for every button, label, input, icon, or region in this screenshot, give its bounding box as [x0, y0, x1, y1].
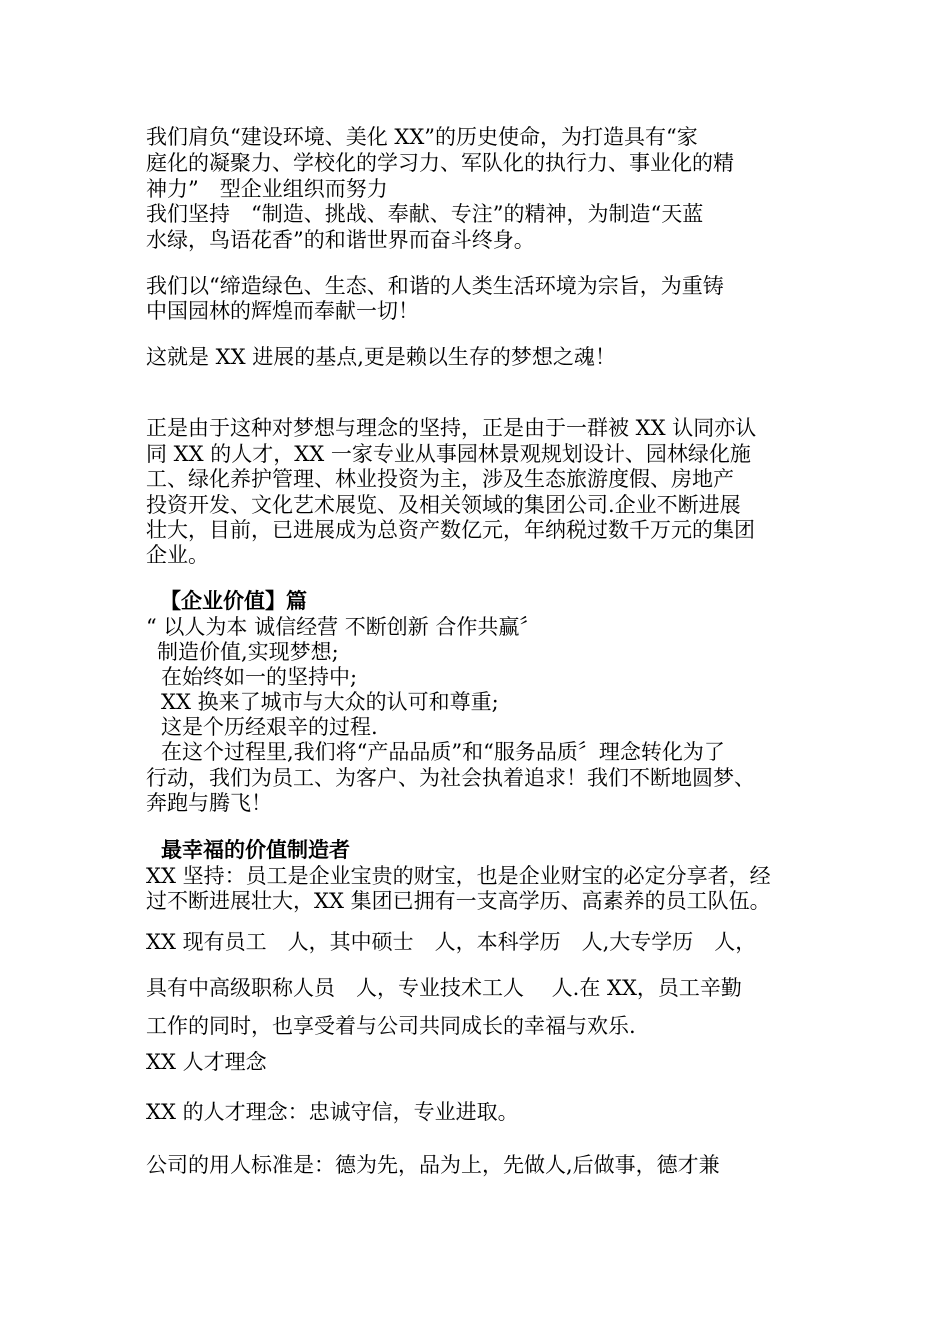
text-line: 水绿，鸟语花香”的和谐世界而奋斗终身。: [146, 228, 535, 252]
text-line: “ 以人为本 诚信经营 不断创新 合作共赢〞: [146, 615, 541, 639]
text-line: 在始终如一的坚持中;: [161, 665, 358, 689]
text-line: 企业。: [146, 543, 209, 567]
text-line: 我们以“缔造绿色、生态、和谐的人类生活环境为宗旨，为重铸: [146, 274, 724, 298]
text-line: 行动，我们为员工、为客户、为社会执着追求！我们不断地圆梦、: [146, 766, 755, 790]
text-line: 奔跑与腾飞！: [146, 791, 272, 815]
text-line: 这是个历经艰辛的过程.: [161, 715, 378, 739]
text-line: 正是由于这种对梦想与理念的坚持，正是由于一群被 XX 认同亦认: [146, 416, 757, 440]
text-line: 过不断进展壮大，XX 集团已拥有一支高学历、高素养的员工队伍。: [146, 889, 771, 913]
text-line: XX 人才理念: [146, 1050, 267, 1074]
text-line: 壮大，目前，已进展成为总资产数亿元，年纳税过数千万元的集团: [146, 518, 755, 542]
section-heading: 最幸福的价值制造者: [161, 837, 350, 862]
text-line: 投资开发、文化艺术展览、及相关领域的集团公司.企业不断进展: [146, 493, 741, 517]
text-line: 在这个过程里,我们将“产品品质”和“服务品质〞理念转化为了: [161, 740, 725, 764]
text-line: XX 的人才理念：忠诚守信，专业进取。: [146, 1100, 519, 1124]
text-line: 制造价值,实现梦想;: [157, 640, 339, 664]
text-line: 公司的用人标准是：德为先，品为上，先做人,后做事，德才兼: [146, 1153, 720, 1177]
text-line: 中国园林的辉煌而奉献一切！: [146, 299, 419, 323]
text-line: XX 现有员工 人，其中硕士 人，本科学历 人,大专学历 人，: [146, 930, 757, 954]
text-line: 我们肩负“建设环境、美化 XX”的历史使命，为打造具有“家: [146, 125, 698, 149]
text-line: 同 XX 的人才，XX 一家专业从事园林景观规划设计、园林绿化施: [146, 442, 751, 466]
text-line: 具有中高级职称人员 人，专业技术工人 人.在 XX，员工辛勤: [146, 976, 742, 1000]
text-line: 我们坚持 “制造、挑战、奉献、专注”的精神，为制造“天蓝: [146, 202, 704, 226]
text-line: 神力” 型企业组织而努力: [146, 177, 388, 201]
section-heading: 【企业价值】篇: [160, 588, 307, 613]
text-line: 工作的同时，也享受着与公司共同成长的幸福与欢乐.: [146, 1014, 636, 1038]
text-line: XX 换来了城市与大众的认可和尊重;: [161, 690, 499, 714]
text-line: XX 坚持：员工是企业宝贵的财宝，也是企业财宝的必定分享者，经: [146, 864, 771, 888]
text-line: 工、绿化养护管理、林业投资为主，涉及生态旅游度假、房地产: [146, 467, 734, 491]
text-line: 这就是 XX 进展的基点,更是赖以生存的梦想之魂！: [146, 345, 616, 369]
text-line: 庭化的凝聚力、学校化的学习力、军队化的执行力、事业化的精: [146, 151, 734, 175]
